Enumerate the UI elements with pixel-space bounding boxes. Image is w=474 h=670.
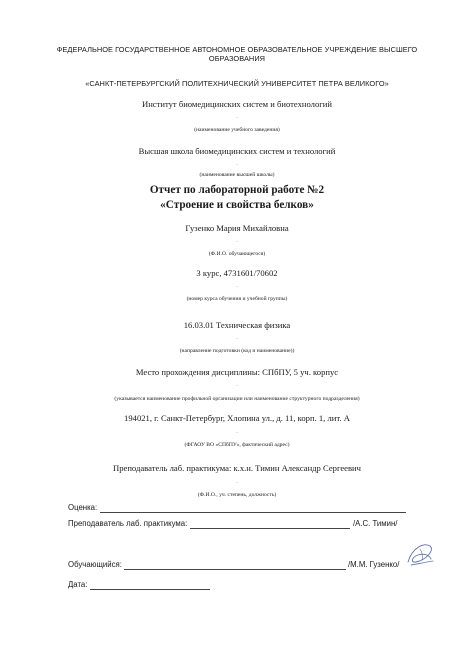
student-signature-name: /М.М. Гузенко/ [348,560,400,569]
header-line-2: ОБРАЗОВАНИЯ [208,54,266,63]
direction-value: 16.03.01 Техническая физика [183,320,291,330]
dot-marker: . [236,284,238,289]
teacher-signature-line [190,528,350,529]
report-title: Отчет по лабораторной работе №2 [149,184,325,196]
date-line [90,589,210,590]
school-caption: (наименование высшей школы) [199,172,275,178]
institute-value: Институт биомедицинских систем и биотехнологий [142,99,332,109]
teacher-signature-label: Преподаватель лаб. практикума: [68,519,188,528]
group-value: 3 курс, 4731601/70602 [196,268,278,278]
place-caption: (указывается наименование профильной организации или наименование структурного подразделения) [114,396,360,402]
header-university: «САНКТ-ПЕТЕРБУРГСКИЙ ПОЛИТЕХНИЧЕСКИЙ УНИВЕРСИТЕТ ПЕТРА ВЕЛИКОГО» [85,79,389,88]
dot-marker: . [236,336,238,341]
address-caption: (ФГАОУ ВО «СПбПУ», фактический адрес) [184,442,290,448]
dot-marker: . [236,430,238,435]
report-subtitle: «Строение и свойства белков» [160,199,314,211]
dot-marker: . [236,115,238,120]
student-signature-line [124,569,346,570]
student-caption: (Ф.И.О. обучающегося) [208,251,266,257]
handwritten-signature-icon [402,540,436,568]
dot-marker: . [236,162,238,167]
dot-marker: . [236,480,238,485]
place-value: Место прохождения дисциплины: СПбПУ, 5 уч. корпус [135,367,339,377]
dot-marker: . [236,239,238,244]
student-signature-label: Обучающийся: [68,560,122,569]
header-line-1: ФЕДЕРАЛЬНОЕ ГОСУДАРСТВЕННОЕ АВТОНОМНОЕ ОБРАЗОВАТЕЛЬНОЕ УЧРЕЖДЕНИЕ ВЫСШЕГО [56,45,418,54]
teacher-caption: (Ф.И.О., уч. степень, должность) [197,492,277,498]
student-value: Гузенко Мария Михайловна [185,223,289,233]
date-label: Дата: [68,580,88,589]
institute-caption: (наименование учебного заведения) [194,127,280,133]
address-value: 194021, г. Санкт-Петербург, Хлопина ул., д. 11, корп. 1, лит. А [124,413,350,423]
school-value: Высшая школа биомедицинских систем и технологий [138,146,336,156]
dot-marker: . [236,383,238,388]
grade-line [100,512,406,513]
grade-label: Оценка: [68,503,98,512]
teacher-signature-name: /А.С. Тимин/ [353,519,398,528]
teacher-value: Преподаватель лаб. практикума: к.х.н. Тимин Александр Сергеевич [113,463,361,473]
group-caption: (номер курса обучения и учебной группы) [186,296,288,302]
direction-caption: (направление подготовки (код и наименование)) [179,348,295,354]
